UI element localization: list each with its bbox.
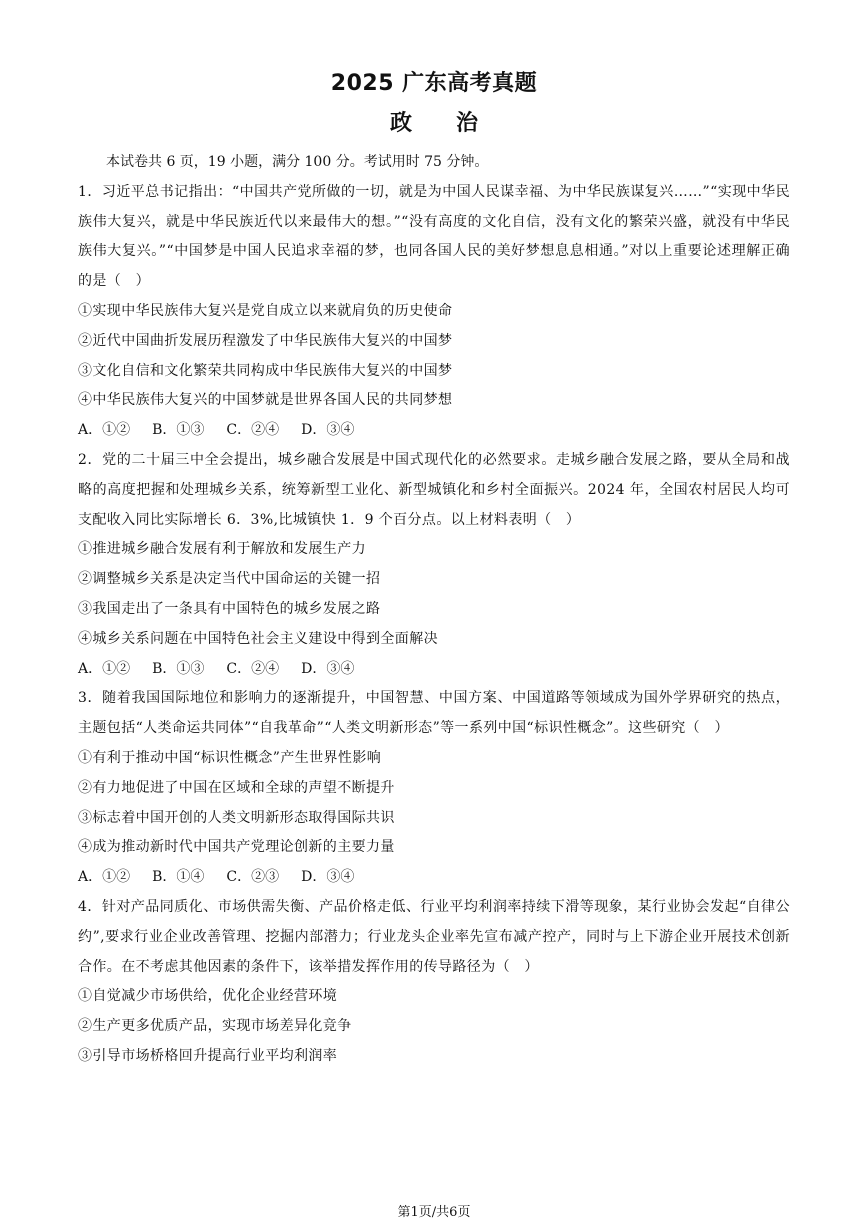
answer-choice: D．③④ (301, 422, 355, 439)
question-option: ③标志着中国开创的人类文明新形态取得国际共识 (78, 809, 395, 826)
question-list (78, 178, 790, 1072)
answer-choice: B．①③ (152, 660, 205, 677)
question-option: ③文化自信和文化繁荣共同构成中华民族伟大复兴的中国梦 (78, 362, 453, 379)
question-option: ①实现中华民族伟大复兴是党自成立以来就肩负的历史使命 (78, 302, 453, 319)
question-3 (78, 684, 790, 893)
answer-choice: C．②④ (226, 660, 280, 677)
page-number: 第1页/共6页 (397, 1205, 471, 1220)
answer-choice: A．①② (78, 422, 131, 439)
question-2 (78, 446, 790, 684)
exam-instructions: 本试卷共 6 页，19 小题，满分 100 分。考试用时 75 分钟。 (106, 154, 489, 170)
question-stem: 2．党的二十届三中全会提出，城乡融合发展是中国式现代化的必然要求。走城乡融合发展之路，要从全局和战略的高度把握和处理城乡关系，统筹新型工业化、新型城镇化和乡村全面振兴。2024 年，全国农村居民人均可支配收入同比实际增长 6．3%,比城镇快 1．9 个百分点。以上材料表明（ ） (78, 451, 790, 528)
answer-choice: D．③④ (301, 869, 355, 886)
question-1 (78, 178, 790, 446)
question-option: ①推进城乡融合发展有利于解放和发展生产力 (78, 541, 366, 558)
question-option: ②生产更多优质产品，实现市场差异化竞争 (78, 1018, 352, 1035)
answer-choice: B．①③ (152, 422, 205, 439)
question-option: ①自觉减少市场供给，优化企业经营环境 (78, 988, 338, 1005)
subject-char-right: 治 (456, 111, 479, 136)
question-stem: 1．习近平总书记指出：“中国共产党所做的一切，就是为中国人民谋幸福、为中华民族谋复兴……”“实现中华民族伟大复兴，就是中华民族近代以来最伟大的想。”“没有高度的文化自信，没有文化的繁荣兴盛，就没有中华民族伟大复兴。”“中国梦是中国人民追求幸福的梦，也同各国人民的美好梦想息息相通。”对以上重要论述理解正确的是（ ） (78, 183, 790, 290)
question-option: ②近代中国曲折发展历程激发了中华民族伟大复兴的中国梦 (78, 332, 453, 349)
question-option: ②有力地促进了中国在区域和全球的声望不断提升 (78, 779, 395, 796)
question-4 (78, 893, 790, 1072)
subject-title (78, 104, 790, 144)
answer-choice: B．①④ (152, 869, 205, 886)
question-stem: 4．针对产品同质化、市场供需失衡、产品价格走低、行业平均利润率持续下滑等现象，某行业协会发起“自律公约”,要求行业企业改善管理、挖掘内部潜力；行业龙头企业率先宣布减产控产，同时与上下游企业开展技术创新合作。在不考虑其他因素的条件下，该举措发挥作用的传导路径为（ ） (78, 898, 790, 975)
answer-choice: C．②④ (226, 422, 280, 439)
answer-choices (78, 863, 790, 893)
answer-choice: C．②③ (226, 869, 280, 886)
answer-choice: A．①② (78, 660, 131, 677)
question-option: ④城乡关系问题在中国特色社会主义建设中得到全面解决 (78, 630, 438, 647)
question-option: ①有利于推动中国“标识性概念”产生世界性影响 (78, 749, 382, 766)
question-option: ④成为推动新时代中国共产党理论创新的主要力量 (78, 839, 395, 856)
subject-char-left: 政 (389, 111, 412, 136)
question-option: ④中华民族伟大复兴的中国梦就是世界各国人民的共同梦想 (78, 392, 453, 409)
answer-choice: D．③④ (301, 660, 355, 677)
answer-choices (78, 416, 790, 446)
question-option: ③我国走出了一条具有中国特色的城乡发展之路 (78, 600, 381, 617)
question-option: ②调整城乡关系是决定当代中国命运的关键一招 (78, 571, 381, 588)
answer-choice: A．①② (78, 869, 131, 886)
question-option: ③引导市场桥格回升提高行业平均利润率 (78, 1047, 338, 1064)
answer-choices (78, 655, 790, 685)
question-stem: 3．随着我国国际地位和影响力的逐渐提升，中国智慧、中国方案、中国道路等领域成为国外学界研究的热点，主题包括“人类命运共同体”“自我革命”“人类文明新形态”等一系列中国“标识性概念”。这些研究（ ） (78, 690, 790, 737)
exam-title: 2025 广东高考真题 (330, 71, 538, 96)
